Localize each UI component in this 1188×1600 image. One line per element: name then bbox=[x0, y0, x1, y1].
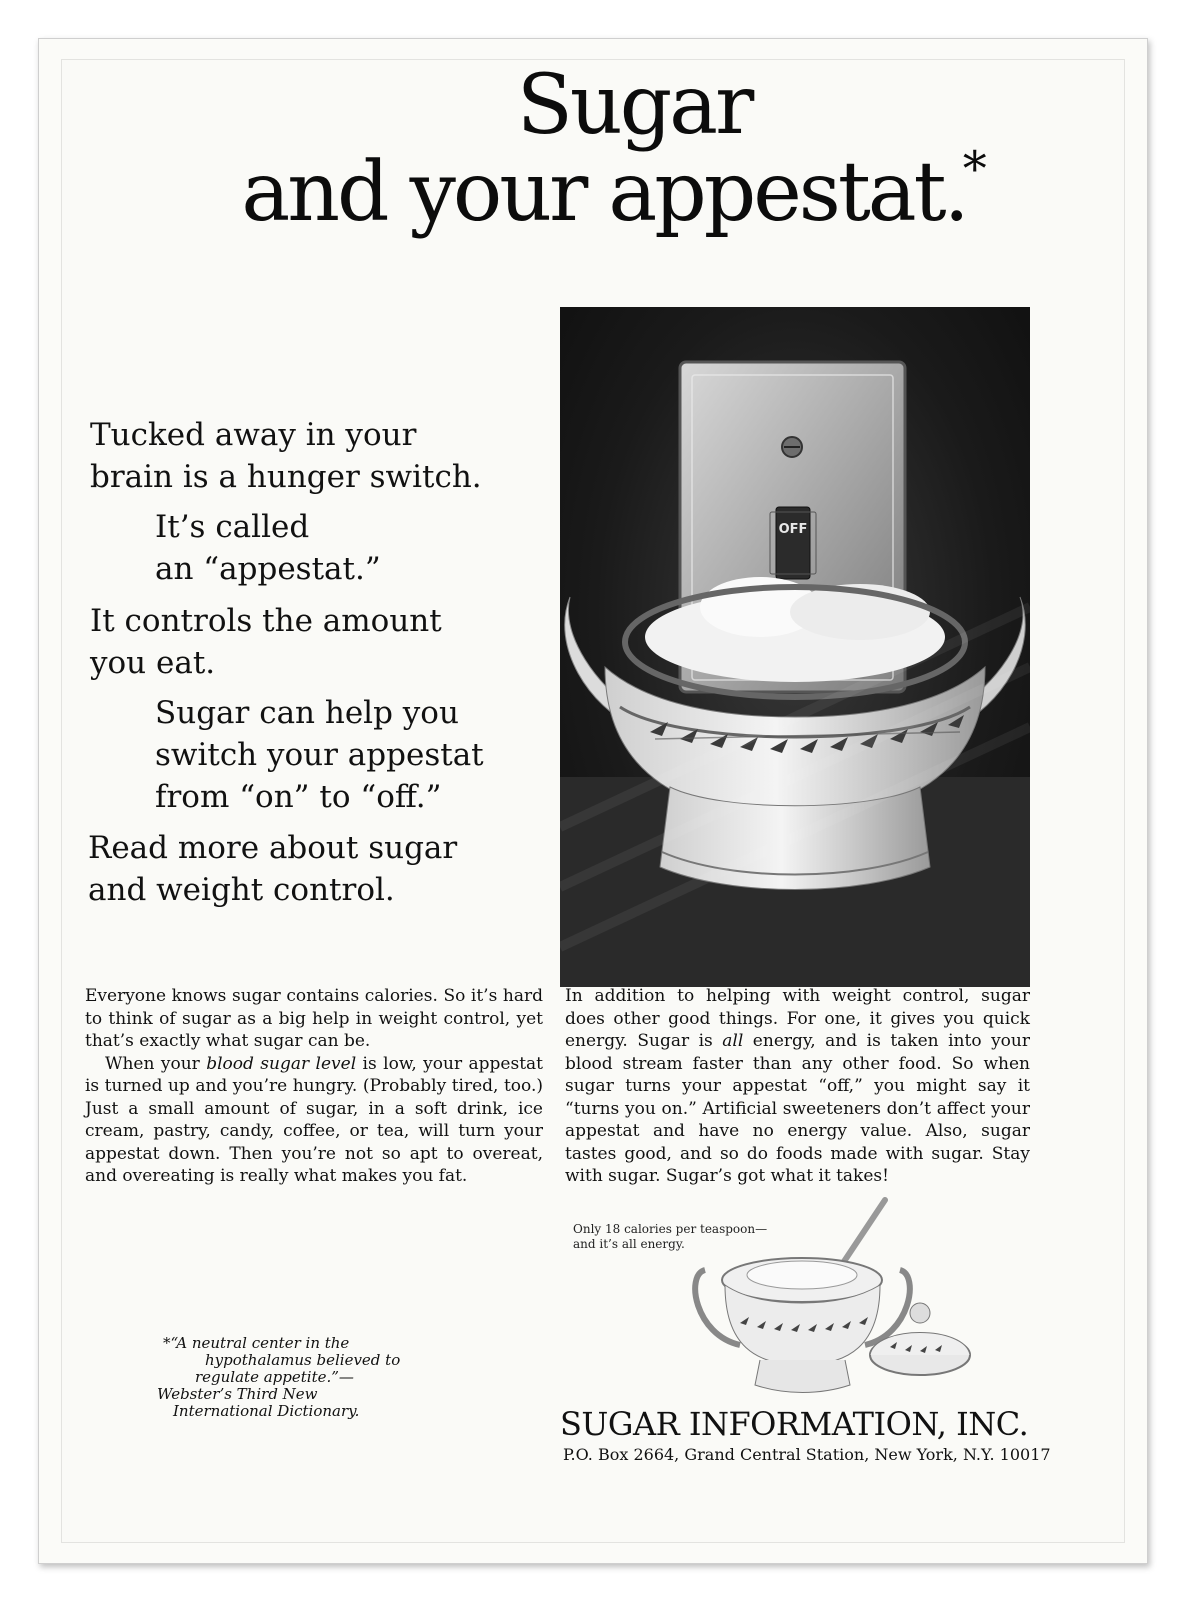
body-column-right bbox=[565, 985, 1030, 1188]
big-copy-line: switch your appestat bbox=[155, 737, 484, 773]
big-copy-line: Sugar can help you bbox=[155, 695, 459, 731]
big-copy-block-2 bbox=[155, 506, 381, 590]
body-text: is low, your appestat is turned up and you’re hungry. (Probably tired, too.) Just a small amount of sugar, in a soft drink, ice cream, pastry, candy, coffee, or tea, will turn your appestat down. Then you’re not so apt to overeat, and overeating is really what makes you fat. bbox=[85, 1053, 543, 1186]
big-copy-line: Read more about sugar bbox=[88, 830, 458, 866]
big-copy-line: you eat. bbox=[90, 645, 216, 681]
headline-line-1: Sugar bbox=[516, 58, 752, 153]
switch-off-label: OFF bbox=[778, 522, 808, 537]
big-copy-block-3 bbox=[90, 600, 442, 684]
big-copy-line: It controls the amount bbox=[90, 603, 442, 639]
body-right-paragraph-1 bbox=[565, 985, 1030, 1188]
sugar-bowl-illustration bbox=[560, 307, 1030, 987]
headline-line-2-text: and your appestat. bbox=[241, 145, 967, 240]
footnote-line: regulate appetite.”— bbox=[195, 1368, 354, 1386]
footnote-line: Webster’s Third New bbox=[157, 1385, 318, 1403]
body-left-paragraph-1: Everyone knows sugar contains calories. So it’s hard to think of sugar as a big help in weight control, yet that’s exactly what sugar can be. bbox=[85, 986, 543, 1051]
body-italic-text: all bbox=[722, 1031, 744, 1051]
footnote-line: *“A neutral center in the bbox=[163, 1334, 350, 1352]
big-copy-line: and weight control. bbox=[88, 872, 395, 908]
body-text: When your bbox=[105, 1053, 207, 1074]
big-copy-line: It’s called bbox=[155, 509, 310, 545]
big-copy-line: brain is a hunger switch. bbox=[90, 459, 482, 495]
headline-line-2 bbox=[0, 141, 1188, 240]
big-copy-line: from “on” to “off.” bbox=[155, 779, 442, 815]
big-copy-block-4 bbox=[155, 692, 484, 818]
body-italic-text: blood sugar level bbox=[206, 1053, 357, 1074]
big-copy-block-5 bbox=[88, 827, 457, 911]
big-copy-line: Tucked away in your bbox=[90, 417, 417, 453]
body-text: energy, and is taken into your blood stream faster than any other food. So when sugar turns your appestat “off,” you might say it “turns you on.” Artificial sweeteners don’t affect your appestat and have no energy value. Also, sugar tastes good, and so do foods made with sugar. Stay with sugar. Sugar’s got what it takes! bbox=[565, 1031, 1030, 1186]
body-column-left bbox=[85, 985, 543, 1188]
big-copy-line: an “appestat.” bbox=[155, 551, 381, 587]
footnote-line: hypothalamus believed to bbox=[205, 1351, 401, 1369]
body-text: In addition to helping with weight control, sugar does other good things. For one, it gives you quick energy. Sugar is bbox=[565, 986, 1030, 1051]
footnote-definition bbox=[145, 1335, 400, 1420]
sugar-bowl-photo bbox=[560, 307, 1030, 987]
caption-line: Only 18 calories per teaspoon— bbox=[573, 1222, 768, 1236]
sugar-bowl-lid bbox=[870, 1303, 970, 1375]
big-copy-block-1 bbox=[90, 414, 482, 498]
company-name: SUGAR INFORMATION, INC. bbox=[560, 1405, 1029, 1443]
body-left-paragraph-2 bbox=[85, 1053, 543, 1188]
headline-asterisk: * bbox=[962, 141, 987, 197]
caption-line: and it’s all energy. bbox=[573, 1237, 685, 1251]
small-sugar-bowl-icon bbox=[685, 1195, 985, 1400]
company-address: P.O. Box 2664, Grand Central Station, New York, N.Y. 10017 bbox=[563, 1445, 1051, 1464]
footnote-line: International Dictionary. bbox=[173, 1402, 360, 1420]
